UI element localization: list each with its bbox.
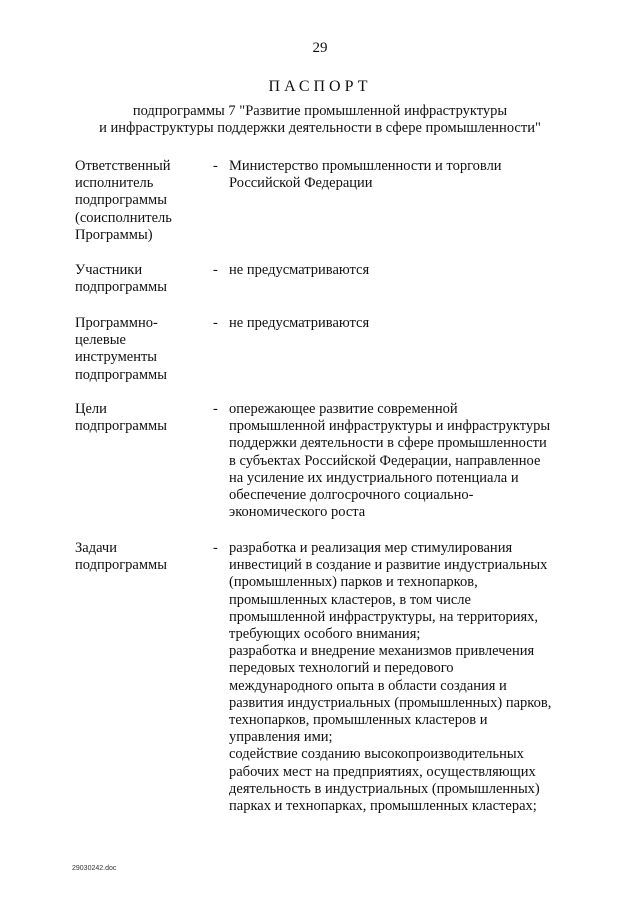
row-label	[75, 315, 205, 384]
label-line: целевые	[75, 332, 126, 349]
value-line: разработка и реализация мер стимулирования	[229, 540, 513, 556]
row-value	[229, 315, 574, 332]
value-line: обеспечение долгосрочного социально-	[229, 487, 474, 504]
value-line: инвестиций в создание и развитие индустриальных	[229, 557, 548, 574]
label-line: Задачи	[75, 540, 117, 556]
row-dash: -	[213, 540, 218, 556]
value-line: экономического роста	[229, 504, 366, 521]
value-line: опережающее развитие современной	[229, 401, 458, 417]
page-title: ПАСПОРТ	[268, 78, 372, 95]
file-name-footer: 29030242.doc	[72, 865, 117, 872]
value-line: технопарков, промышленных кластеров и	[229, 712, 488, 729]
row-label	[75, 262, 205, 296]
label-line: Ответственный	[75, 158, 171, 174]
value-line: требующих особого внимания;	[229, 626, 421, 643]
value-line: промышленной инфраструктуры и инфраструктуры	[229, 418, 551, 435]
value-line: рабочих мест на предприятиях, осуществляющих	[229, 763, 536, 780]
value-line: Министерство промышленности и торговли	[229, 158, 502, 174]
label-line: подпрограммы	[75, 557, 167, 574]
value-line: передовых технологий и передового	[229, 660, 454, 677]
label-line: подпрограммы	[75, 366, 167, 383]
value-line: поддержки деятельности в сфере промышленности	[229, 435, 547, 452]
value-line: промышленных кластеров, в том числе	[229, 591, 471, 608]
value-line: управления ими;	[229, 729, 333, 746]
label-line: инструменты	[75, 349, 158, 366]
label-line: Участники	[75, 262, 143, 278]
row-label	[75, 158, 205, 244]
row-value	[229, 158, 574, 192]
page-number: 29	[312, 40, 328, 56]
value-line: разработка и внедрение механизмов привлечения	[229, 643, 535, 660]
row-value	[229, 540, 574, 815]
row-dash: -	[213, 262, 218, 278]
row-dash: -	[213, 401, 218, 417]
row-value	[229, 262, 574, 279]
label-line: (соисполнитель	[75, 209, 172, 226]
value-line: не предусматриваются	[229, 262, 370, 278]
value-line: развития индустриальных (промышленных) парков,	[229, 694, 552, 711]
value-line: Российской Федерации	[229, 175, 373, 192]
label-line: Программы)	[75, 226, 153, 243]
value-line: в субъектах Российской Федерации, направленное	[229, 452, 541, 469]
value-line: международного опыта в области создания и	[229, 677, 507, 694]
row-label	[75, 540, 205, 574]
value-line: парках и технопарках, промышленных кластерах;	[229, 798, 537, 815]
row-dash: -	[213, 315, 218, 331]
row-label	[75, 401, 205, 435]
subtitle-line: подпрограммы 7 "Развитие промышленной инфраструктуры	[132, 103, 508, 119]
value-line: деятельность в индустриальных (промышленных)	[229, 780, 540, 797]
value-line: на усиление их индустриального потенциала и	[229, 469, 519, 486]
label-line: исполнитель	[75, 175, 154, 192]
value-line: содействие созданию высокопроизводительных	[229, 746, 524, 763]
label-line: подпрограммы	[75, 192, 167, 209]
value-line: (промышленных) парков и технопарков,	[229, 574, 478, 591]
subtitle	[0, 103, 640, 137]
label-line: подпрограммы	[75, 418, 167, 435]
label-line: Цели	[75, 401, 107, 417]
row-dash: -	[213, 158, 218, 174]
label-line: Программно-	[75, 315, 158, 331]
subtitle-line: и инфраструктуры поддержки деятельности в сфере промышленности"	[99, 120, 541, 136]
row-value	[229, 401, 574, 521]
value-line: не предусматриваются	[229, 315, 370, 331]
label-line: подпрограммы	[75, 279, 167, 296]
value-line: промышленной инфраструктуры, на территориях,	[229, 608, 539, 625]
